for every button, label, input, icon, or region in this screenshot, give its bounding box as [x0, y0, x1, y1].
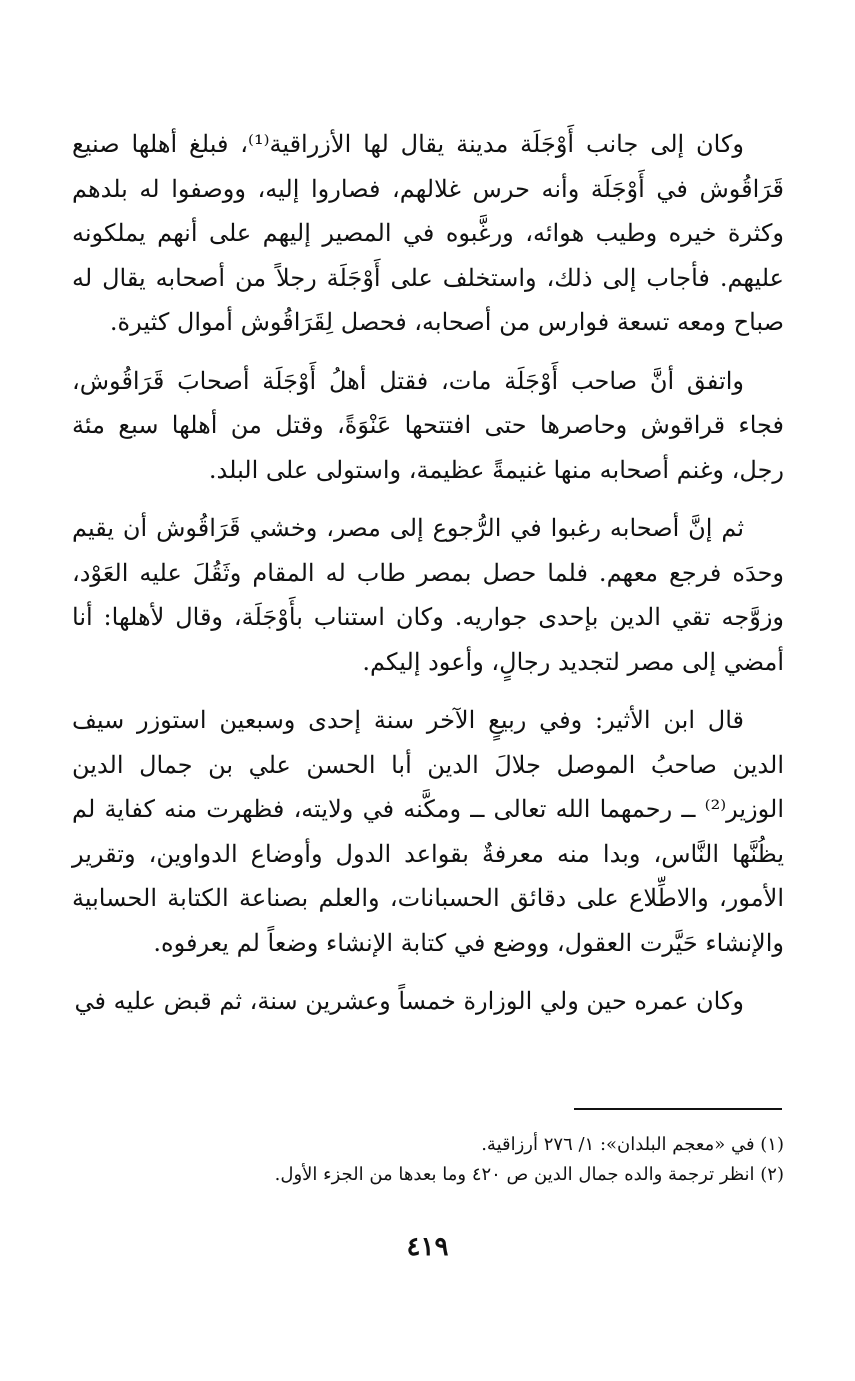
footnote-2: (٢) انظر ترجمة والده جمال الدين ص ٤٢٠ وما بعدها من الجزء الأول. — [274, 1164, 784, 1185]
footnote-divider — [574, 1108, 782, 1110]
page-number: ٤١٩ — [406, 1232, 449, 1262]
paragraph-5: وكان عمره حين ولي الوزارة خمساً وعشرين سنة، ثم قبض عليه في — [74, 987, 744, 1015]
paragraph-4: قال ابن الأثير: وفي ربيعٍ الآخر سنة إحدى وسبعين استوزر سيف الدين صاحبُ الموصل جلالَ الدين أبا الحسن علي بن جمال الدين الوزير⁽²⁾ ــ رحمهما الله تعالى ــ ومكَّنه في ولايته، فظهرت منه كفاية لم يظُنَّها النَّاس، وبدا منه معرفةٌ بقواعد الدول وأوضاع الدواوين، وتقرير الأمور، والاطِّلاع على دقائق الحسبانات، والعلم بصناعة الكتابة الحسابية والإنشاء حَيَّرت العقول، ووضع في كتابة الإنشاء وضعاً لم يعرفوه. — [72, 706, 785, 957]
footnotes — [72, 1130, 784, 1190]
footnote-1: (١) في «معجم البلدان»: ١/ ٢٧٦ أرزاقية. — [481, 1134, 784, 1155]
main-text — [72, 122, 784, 1024]
paragraph-1: وكان إلى جانب أَوْجَلَة مدينة يقال لها الأزراقية⁽¹⁾، فبلغ أهلها صنيع قَرَاقُوش في أَوْجَلَة وأنه حرس غلالهم، فصاروا إليه، ووصفوا له بلدهم وكثرة خيره وطيب هوائه، ورغَّبوه في المصير إليهم على أنهم يملكونه عليهم. فأجاب إلى ذلك، واستخلف على أَوْجَلَة رجلاً من أصحابه يقال له صباح ومعه تسعة فوارس من أصحابه، فحصل لِقَرَاقُوش أموال كثيرة. — [72, 130, 784, 336]
paragraph-3: ثم إنَّ أصحابه رغبوا في الرُّجوع إلى مصر، وخشي قَرَاقُوش أن يقيم وحدَه فرجع معهم. فلما حصل بمصر طاب له المقام وثَقُلَ عليه العَوْد، وزوَّجه تقي الدين بإحدى جواريه. وكان استناب بأَوْجَلَة، وقال لأهلها: أنا أمضي إلى مصر لتجديد رجالٍ، وأعود إليكم. — [72, 514, 784, 676]
paragraph-2: واتفق أنَّ صاحب أَوْجَلَة مات، فقتل أهلُ أَوْجَلَة أصحابَ قَرَاقُوش، فجاء قراقوش وحاصرها حتى افتتحها عَنْوَةً، وقتل من أهلها سبع مئة رجل، وغنم أصحابه منها غنيمةً عظيمة، واستولى على البلد. — [72, 366, 784, 484]
